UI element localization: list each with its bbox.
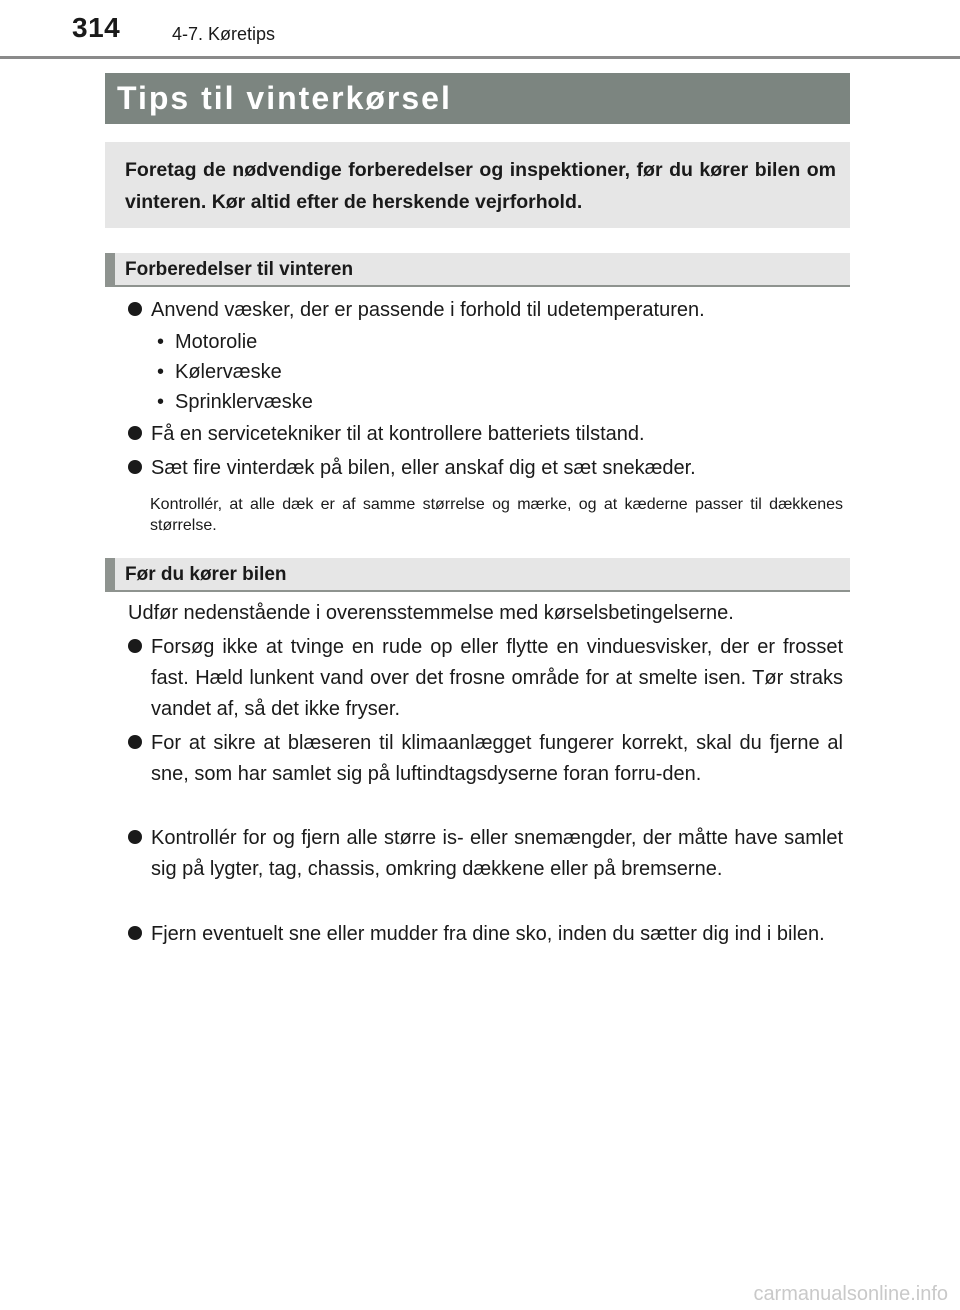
bullet-text: Kontrollér for og fjern alle større is- eller snemængder, der måtte have samlet sig på lygter, tag, chassis, omkring dækkene eller på bremserne. — [151, 827, 843, 880]
bullet-item — [128, 823, 843, 885]
sub-bullet-icon: • — [157, 391, 165, 413]
bullet-dot-icon — [128, 426, 142, 440]
bullet-item — [128, 419, 843, 450]
sub-item-text: Motorolie — [175, 331, 258, 353]
page-number: 314 — [72, 12, 121, 43]
intro-box: Foretag de nødvendige forberedelser og inspektioner, før du kører bilen om vinteren. Kør altid efter de herskende vejrforhold. — [105, 142, 850, 228]
bullet-text: Anvend væsker, der er passende i forhold til udetemperaturen. — [151, 299, 705, 321]
sub-item-text: Sprinklervæske — [175, 391, 313, 413]
bullet-text: Sæt fire vinterdæk på bilen, eller anskaf dig et sæt snekæder. — [151, 457, 696, 479]
sub-item — [157, 357, 282, 387]
sub-item — [157, 327, 257, 357]
bullet-dot-icon — [128, 639, 142, 653]
header-rule — [0, 56, 960, 59]
bullet-text: For at sikre at blæseren til klimaanlægget fungerer korrekt, skal du fjerne al sne, som har samlet sig på luftindtagsdyserne foran forru-den. — [151, 732, 843, 785]
section-heading-preparations: Forberedelser til vinteren — [105, 253, 850, 287]
sub-item — [157, 387, 313, 417]
bullet-item — [128, 919, 843, 950]
bullet-dot-icon — [128, 926, 142, 940]
bullet-dot-icon — [128, 735, 142, 749]
sub-bullet-icon: • — [157, 331, 165, 353]
watermark: carmanualsonline.info — [753, 1283, 948, 1305]
sub-item-text: Kølervæske — [175, 361, 282, 383]
bullet-text: Forsøg ikke at tvinge en rude op eller flytte en vinduesvisker, der er frosset fast. Hæld lunkent vand over det frosne område for at smelte isen. Tør straks vandet af, så det ikke fryser. — [151, 636, 843, 720]
sub-bullet-icon: • — [157, 361, 165, 383]
bullet-dot-icon — [128, 460, 142, 474]
bullet-dot-icon — [128, 302, 142, 316]
bullet-item — [128, 295, 843, 326]
bullet-item — [128, 632, 843, 725]
chapter-label: 4-7. Køretips — [172, 24, 276, 44]
bullet-item — [128, 453, 843, 484]
lead-paragraph: Udfør nedenstående i overensstemmelse med kørselsbetingelserne. — [128, 602, 734, 624]
section-heading-before-driving: Før du kører bilen — [105, 558, 850, 592]
bullet-item — [128, 728, 843, 790]
page-title: Tips til vinterkørsel — [105, 73, 850, 124]
bullet-dot-icon — [128, 830, 142, 844]
tire-note: Kontrollér, at alle dæk er af samme størrelse og mærke, og at kæderne passer til dækkenes størrelse. — [150, 496, 843, 534]
bullet-text: Få en servicetekniker til at kontrollere batteriets tilstand. — [151, 423, 645, 445]
bullet-text: Fjern eventuelt sne eller mudder fra dine sko, inden du sætter dig ind i bilen. — [151, 923, 825, 945]
